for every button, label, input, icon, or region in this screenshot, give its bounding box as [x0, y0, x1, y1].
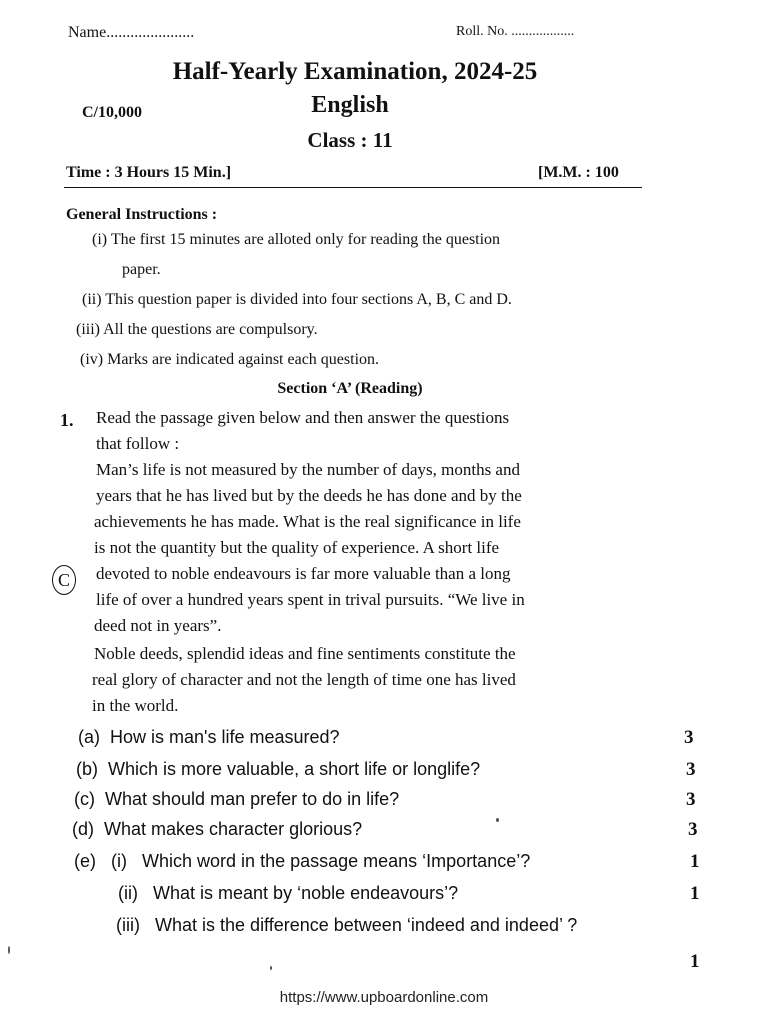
marks-value: 3 [688, 819, 698, 840]
header-divider [64, 187, 642, 188]
instruction-text: All the questions are compulsory. [103, 321, 318, 338]
passage-line: devoted to noble endeavours is far more valuable than a long [96, 564, 511, 583]
marks-value: 1 [690, 883, 700, 904]
name-field-label: Name...................... [68, 24, 195, 41]
subquestion-label: (e) [74, 851, 96, 871]
instruction-item [80, 351, 379, 369]
subquestion-text: What should man prefer to do in life? [105, 789, 400, 809]
passage-line: years that he has lived but by the deeds he has done and by the [96, 486, 522, 505]
marks-value: 3 [684, 727, 694, 748]
max-marks-label: [M.M. : 100 [538, 164, 619, 181]
instruction-item [76, 321, 318, 339]
subquestion-label: (b) [76, 759, 98, 779]
question-intro-line: that follow : [96, 434, 180, 453]
instruction-number: (i) [92, 231, 108, 248]
subquestion-label: (a) [78, 727, 100, 747]
instruction-item [92, 231, 500, 249]
paper-code: C/10,000 [82, 104, 142, 121]
subject-title: English [311, 92, 389, 118]
subquestion-sublabel: (ii) [118, 883, 138, 903]
scan-speck [270, 966, 272, 970]
subquestion-e-iii [116, 915, 577, 936]
passage-line: deed not in years”. [94, 616, 222, 635]
instruction-number: (iv) [80, 351, 104, 368]
scan-speck [496, 818, 499, 822]
passage-line: Noble deeds, splendid ideas and fine sentiments constitute the [94, 644, 516, 663]
class-label: Class : 11 [307, 128, 393, 152]
instruction-number: (ii) [82, 291, 102, 308]
subquestion-label: (d) [72, 819, 94, 839]
subquestion-text: How is man's life measured? [110, 727, 340, 747]
subquestion-d [72, 819, 362, 840]
marks-value: 3 [686, 759, 696, 780]
subquestion-e-ii [118, 883, 458, 904]
instruction-item [82, 291, 512, 309]
subquestion-text: What is meant by ‘noble endeavours’? [153, 883, 459, 903]
question-intro-line: Read the passage given below and then answer the questions [96, 408, 510, 427]
question-number: 1. [60, 410, 74, 430]
instructions-heading: General Instructions : [66, 206, 218, 223]
marks-value: 1 [690, 951, 700, 972]
subquestion-a [78, 727, 340, 748]
subquestion-text: Which word in the passage means ‘Importance’? [142, 851, 531, 871]
subquestion-sublabel: (iii) [116, 915, 140, 935]
instruction-text-continued: paper. [122, 261, 161, 278]
subquestion-sublabel: (i) [111, 851, 128, 871]
subquestion-text: What makes character glorious? [104, 819, 363, 839]
subquestion-text: Which is more valuable, a short life or longlife? [108, 759, 481, 779]
marks-value: 3 [686, 789, 696, 810]
subquestion-text: What is the difference between ‘indeed and indeed’ ? [155, 915, 578, 935]
passage-line: life of over a hundred years spent in trival pursuits. “We live in [96, 590, 525, 609]
scan-speck [8, 946, 10, 954]
subquestion-b [76, 759, 480, 780]
exam-title: Half-Yearly Examination, 2024-25 [172, 58, 538, 85]
time-label: Time : 3 Hours 15 Min.] [66, 164, 232, 181]
subquestion-c [74, 789, 399, 810]
handwritten-circle-mark: C [52, 565, 76, 595]
passage-line: is not the quantity but the quality of experience. A short life [94, 538, 500, 557]
instruction-text: Marks are indicated against each question. [107, 351, 380, 368]
subquestion-e-i [74, 851, 530, 872]
passage-line: Man’s life is not measured by the number of days, months and [96, 460, 520, 479]
passage-line: real glory of character and not the length of time one has lived [92, 670, 516, 689]
passage-line: in the world. [92, 696, 179, 715]
footer-url[interactable]: https://www.upboardonline.com [279, 989, 489, 1006]
section-heading: Section ‘A’ (Reading) [277, 380, 423, 397]
passage-line: achievements he has made. What is the real significance in life [94, 512, 521, 531]
marks-value: 1 [690, 851, 700, 872]
instruction-number: (iii) [76, 321, 100, 338]
instruction-text: This question paper is divided into four sections A, B, C and D. [105, 291, 512, 308]
instruction-text: The first 15 minutes are alloted only for reading the question [110, 231, 501, 248]
roll-number-label: Roll. No. .................. [456, 24, 575, 39]
subquestion-label: (c) [74, 789, 95, 809]
